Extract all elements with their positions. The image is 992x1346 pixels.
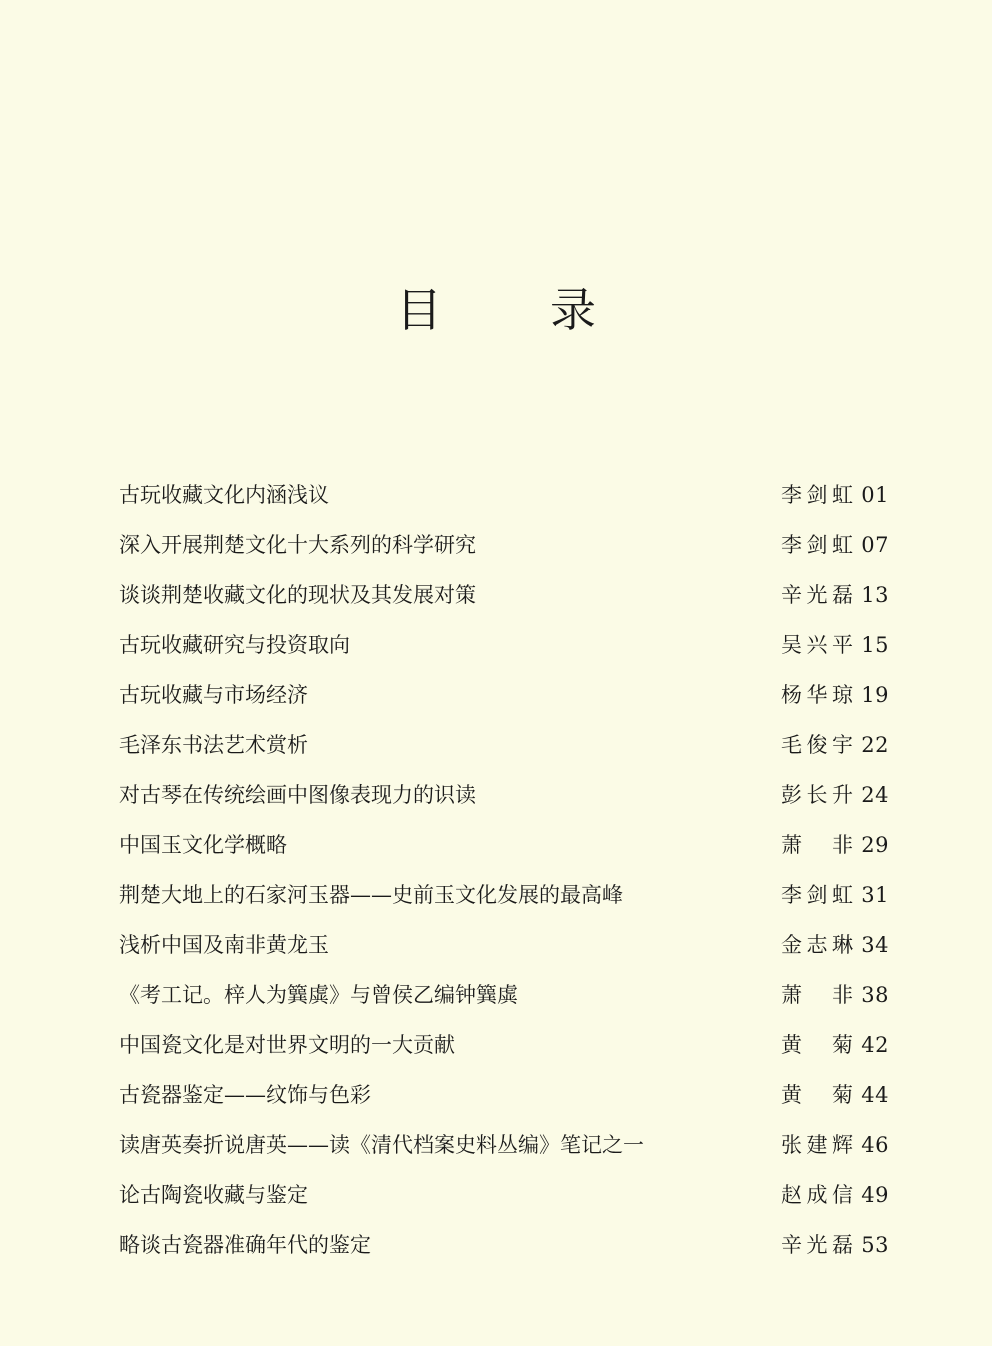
entry-page-number: 49 [861, 1183, 889, 1207]
entry-author: 李剑虹 [781, 883, 853, 907]
entry-page-number: 38 [861, 983, 889, 1007]
entry-title: 荆楚大地上的石家河玉器——史前玉文化发展的最高峰 [119, 883, 623, 907]
entry-author: 吴兴平 [781, 633, 853, 657]
toc-entry[interactable] [119, 520, 889, 570]
entry-page-number: 31 [861, 883, 889, 907]
toc-entry[interactable] [119, 1120, 889, 1170]
entry-author: 毛俊宇 [781, 733, 853, 757]
entry-page-number: 15 [861, 633, 889, 657]
toc-entry[interactable] [119, 820, 889, 870]
toc-entry[interactable] [119, 1020, 889, 1070]
entry-meta [781, 920, 889, 970]
entry-meta [781, 1220, 889, 1270]
toc-entry[interactable] [119, 720, 889, 770]
toc-entry[interactable] [119, 1220, 889, 1270]
toc-entry[interactable] [119, 670, 889, 720]
entry-title: 浅析中国及南非黄龙玉 [119, 933, 329, 957]
entry-author: 萧 非 [781, 983, 853, 1007]
entry-title: 谈谈荆楚收藏文化的现状及其发展对策 [119, 583, 476, 607]
entry-author: 彭长升 [781, 783, 853, 807]
entry-page-number: 42 [861, 1033, 889, 1057]
title-char-2: 录 [550, 283, 596, 337]
toc-entry[interactable] [119, 570, 889, 620]
entry-page-number: 34 [861, 933, 889, 957]
toc-entry[interactable] [119, 920, 889, 970]
toc-entry[interactable] [119, 470, 889, 520]
entry-meta [781, 520, 889, 570]
table-of-contents [119, 470, 889, 1270]
entry-author: 杨华琼 [781, 683, 853, 707]
entry-title: 深入开展荆楚文化十大系列的科学研究 [119, 533, 476, 557]
page-title [0, 282, 992, 338]
entry-author: 萧 非 [781, 833, 853, 857]
toc-entry[interactable] [119, 1070, 889, 1120]
entry-title: 古玩收藏与市场经济 [119, 683, 308, 707]
entry-author: 李剑虹 [781, 533, 853, 557]
entry-author: 张建辉 [781, 1133, 853, 1157]
entry-title: 对古琴在传统绘画中图像表现力的识读 [119, 783, 476, 807]
entry-author: 李剑虹 [781, 483, 853, 507]
entry-meta [781, 820, 889, 870]
entry-title: 毛泽东书法艺术赏析 [119, 733, 308, 757]
entry-title: 中国玉文化学概略 [119, 833, 287, 857]
entry-title: 略谈古瓷器准确年代的鉴定 [119, 1233, 371, 1257]
entry-page-number: 07 [861, 533, 889, 557]
entry-page-number: 22 [861, 733, 889, 757]
entry-meta [781, 720, 889, 770]
toc-entry[interactable] [119, 1170, 889, 1220]
entry-author: 辛光磊 [781, 1233, 853, 1257]
entry-title: 古瓷器鉴定——纹饰与色彩 [119, 1083, 371, 1107]
entry-title: 《考工记。梓人为簨虡》与曾侯乙编钟簨虡 [119, 983, 518, 1007]
toc-entry[interactable] [119, 620, 889, 670]
entry-page-number: 13 [861, 583, 889, 607]
entry-meta [781, 1070, 889, 1120]
entry-meta [781, 1020, 889, 1070]
entry-meta [781, 1120, 889, 1170]
entry-author: 黄 菊 [781, 1033, 853, 1057]
entry-title: 中国瓷文化是对世界文明的一大贡献 [119, 1033, 455, 1057]
toc-entry[interactable] [119, 870, 889, 920]
entry-meta [781, 670, 889, 720]
entry-page-number: 19 [861, 683, 889, 707]
entry-page-number: 53 [861, 1233, 889, 1257]
entry-page-number: 24 [861, 783, 889, 807]
entry-title: 古玩收藏文化内涵浅议 [119, 483, 329, 507]
entry-meta [781, 870, 889, 920]
entry-title: 读唐英奏折说唐英——读《清代档案史料丛编》笔记之一 [119, 1133, 644, 1157]
entry-page-number: 29 [861, 833, 889, 857]
entry-title: 论古陶瓷收藏与鉴定 [119, 1183, 308, 1207]
entry-meta [781, 570, 889, 620]
entry-meta [781, 620, 889, 670]
title-char-1: 目 [396, 283, 442, 337]
entry-author: 黄 菊 [781, 1083, 853, 1107]
toc-entry[interactable] [119, 770, 889, 820]
entry-author: 金志琳 [781, 933, 853, 957]
entry-meta [781, 770, 889, 820]
entry-page-number: 44 [861, 1083, 889, 1107]
entry-author: 赵成信 [781, 1183, 853, 1207]
entry-author: 辛光磊 [781, 583, 853, 607]
entry-page-number: 01 [861, 483, 889, 507]
entry-title: 古玩收藏研究与投资取向 [119, 633, 350, 657]
entry-meta [781, 1170, 889, 1220]
entry-meta [781, 470, 889, 520]
toc-entry[interactable] [119, 970, 889, 1020]
entry-page-number: 46 [861, 1133, 889, 1157]
entry-meta [781, 970, 889, 1020]
